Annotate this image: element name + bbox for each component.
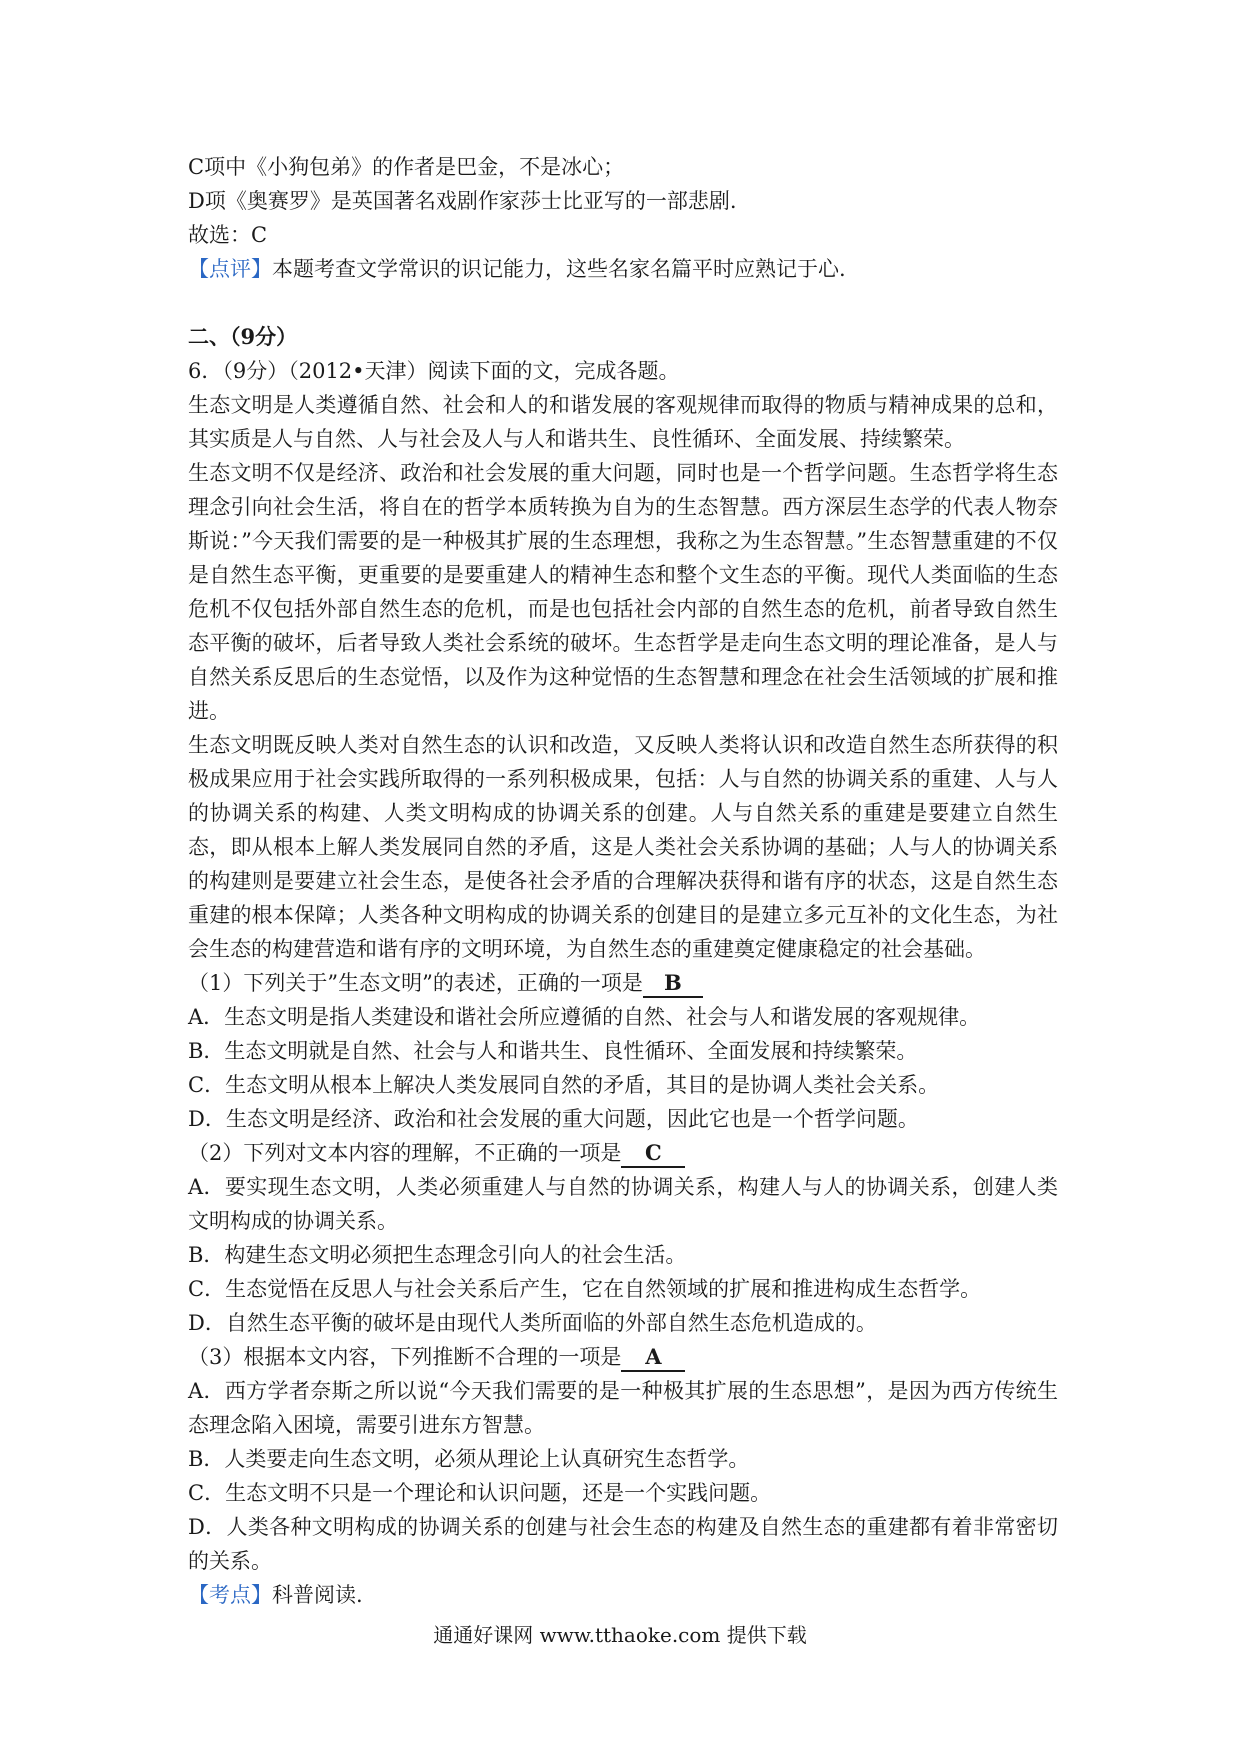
q1-option-b: B．生态文明就是自然、社会与人和谐共生、良性循环、全面发展和持续繁荣。 xyxy=(188,1039,918,1063)
q1-option-c: C．生态文明从根本上解决人类发展同自然的矛盾，其目的是协调人类社会关系。 xyxy=(188,1073,940,1097)
kaodian-line xyxy=(188,1578,1058,1612)
q3-option-a: A．西方学者奈斯之所以说“今天我们需要的是一种极其扩展的生态思想”，是因为西方传统生态理念陷入困境，需要引进东方智慧。 xyxy=(188,1379,1058,1437)
review-tag: 【点评】 xyxy=(188,257,272,281)
page-footer: 通通好课网 www.tthaoke.com 提供下载 xyxy=(433,1623,807,1647)
q3-option-b: B．人类要走向生态文明，必须从理论上认真研究生态哲学。 xyxy=(188,1447,750,1471)
c-option-note: C项中《小狗包弟》的作者是巴金，不是冰心； xyxy=(188,155,625,179)
q3-option-c: C．生态文明不只是一个理论和认识问题，还是一个实践问题。 xyxy=(188,1481,772,1505)
q3-option-d: D．人类各种文明构成的协调关系的创建与社会生态的构建及自然生态的重建都有着非常密切的关系。 xyxy=(188,1515,1058,1573)
q2-option-d: D．自然生态平衡的破坏是由现代人类所面临的外部自然生态危机造成的。 xyxy=(188,1311,877,1335)
q3-stem-line xyxy=(188,1340,1058,1374)
passage-paragraph-1: 生态文明是人类遵循自然、社会和人的和谐发展的客观规律而取得的物质与精神成果的总和，其实质是人与自然、人与社会及人与人和谐共生、良性循环、全面发展、持续繁荣。 xyxy=(188,393,1058,451)
review-line xyxy=(188,252,1058,286)
section-title: 二、（9分） xyxy=(188,324,298,349)
q2-option-b: B．构建生态文明必须把生态理念引向人的社会生活。 xyxy=(188,1243,687,1267)
passage-paragraph-2: 生态文明不仅是经济、政治和社会发展的重大问题，同时也是一个哲学问题。生态哲学将生态理念引向社会生活，将自在的哲学本质转换为自为的生态智慧。西方深层生态学的代表人物奈斯说：”今天我们需要的是一种极其扩展的生态理想，我称之为生态智慧。”生态智慧重建的不仅是自然生态平衡，更重要的是要重建人的精神生态和整个文生态的平衡。现代人类面临的生态危机不仅包括外部自然生态的危机，而是也包括社会内部的自然生态的危机，前者导致自然生态平衡的破坏，后者导致人类社会系统的破坏。生态哲学是走向生态文明的理论准备，是人与自然关系反思后的生态觉悟，以及作为这种觉悟的生态智慧和理念在社会生活领域的扩展和推进。 xyxy=(188,461,1058,723)
q1-option-d: D．生态文明是经济、政治和社会发展的重大问题，因此它也是一个哲学问题。 xyxy=(188,1107,919,1131)
q2-stem: （2）下列对文本内容的理解，不正确的一项是 xyxy=(188,1141,622,1165)
q1-stem: （1）下列关于”生态文明”的表述，正确的一项是 xyxy=(188,971,643,995)
q1-stem-line xyxy=(188,966,1058,1000)
q2-stem-line xyxy=(188,1136,1058,1170)
q2-answer: C xyxy=(621,1140,685,1168)
page-content xyxy=(188,150,1058,1612)
kaodian-tag: 【考点】 xyxy=(188,1583,272,1607)
answer-choice: 故选：C xyxy=(188,223,268,247)
kaodian-text: 科普阅读. xyxy=(272,1583,363,1607)
q1-answer: B xyxy=(643,970,703,998)
review-text: 本题考查文学常识的识记能力，这些名家名篇平时应熟记于心. xyxy=(272,257,846,281)
passage-paragraph-3: 生态文明既反映人类对自然生态的认识和改造，又反映人类将认识和改造自然生态所获得的积极成果应用于社会实践所取得的一系列积极成果，包括：人与自然的协调关系的重建、人与人的协调关系的构建、人类文明构成的协调关系的创建。人与自然关系的重建是要建立自然生态，即从根本上解人类发展同自然的矛盾，这是人类社会关系协调的基础；人与人的协调关系的构建则是要建立社会生态，是使各社会矛盾的合理解决获得和谐有序的状态，这是自然生态重建的根本保障；人类各种文明构成的协调关系的创建目的是建立多元互补的文化生态，为社会生态的构建营造和谐有序的文明环境，为自然生态的重建奠定健康稳定的社会基础。 xyxy=(188,733,1058,961)
q2-option-c: C．生态觉悟在反思人与社会关系后产生，它在自然领域的扩展和推进构成生态哲学。 xyxy=(188,1277,982,1301)
q3-stem: （3）根据本文内容，下列推断不合理的一项是 xyxy=(188,1345,622,1369)
q2-option-a: A．要实现生态文明，人类必须重建人与自然的协调关系，构建人与人的协调关系，创建人类文明构成的协调关系。 xyxy=(188,1175,1058,1233)
d-option-note: D项《奥赛罗》是英国著名戏剧作家莎士比亚写的一部悲剧. xyxy=(188,189,737,213)
q3-answer: A xyxy=(621,1344,685,1372)
question-header: 6．（9分）（2012•天津）阅读下面的文，完成各题。 xyxy=(188,359,680,383)
q1-option-a: A．生态文明是指人类建设和谐社会所应遵循的自然、社会与人和谐发展的客观规律。 xyxy=(188,1005,981,1029)
